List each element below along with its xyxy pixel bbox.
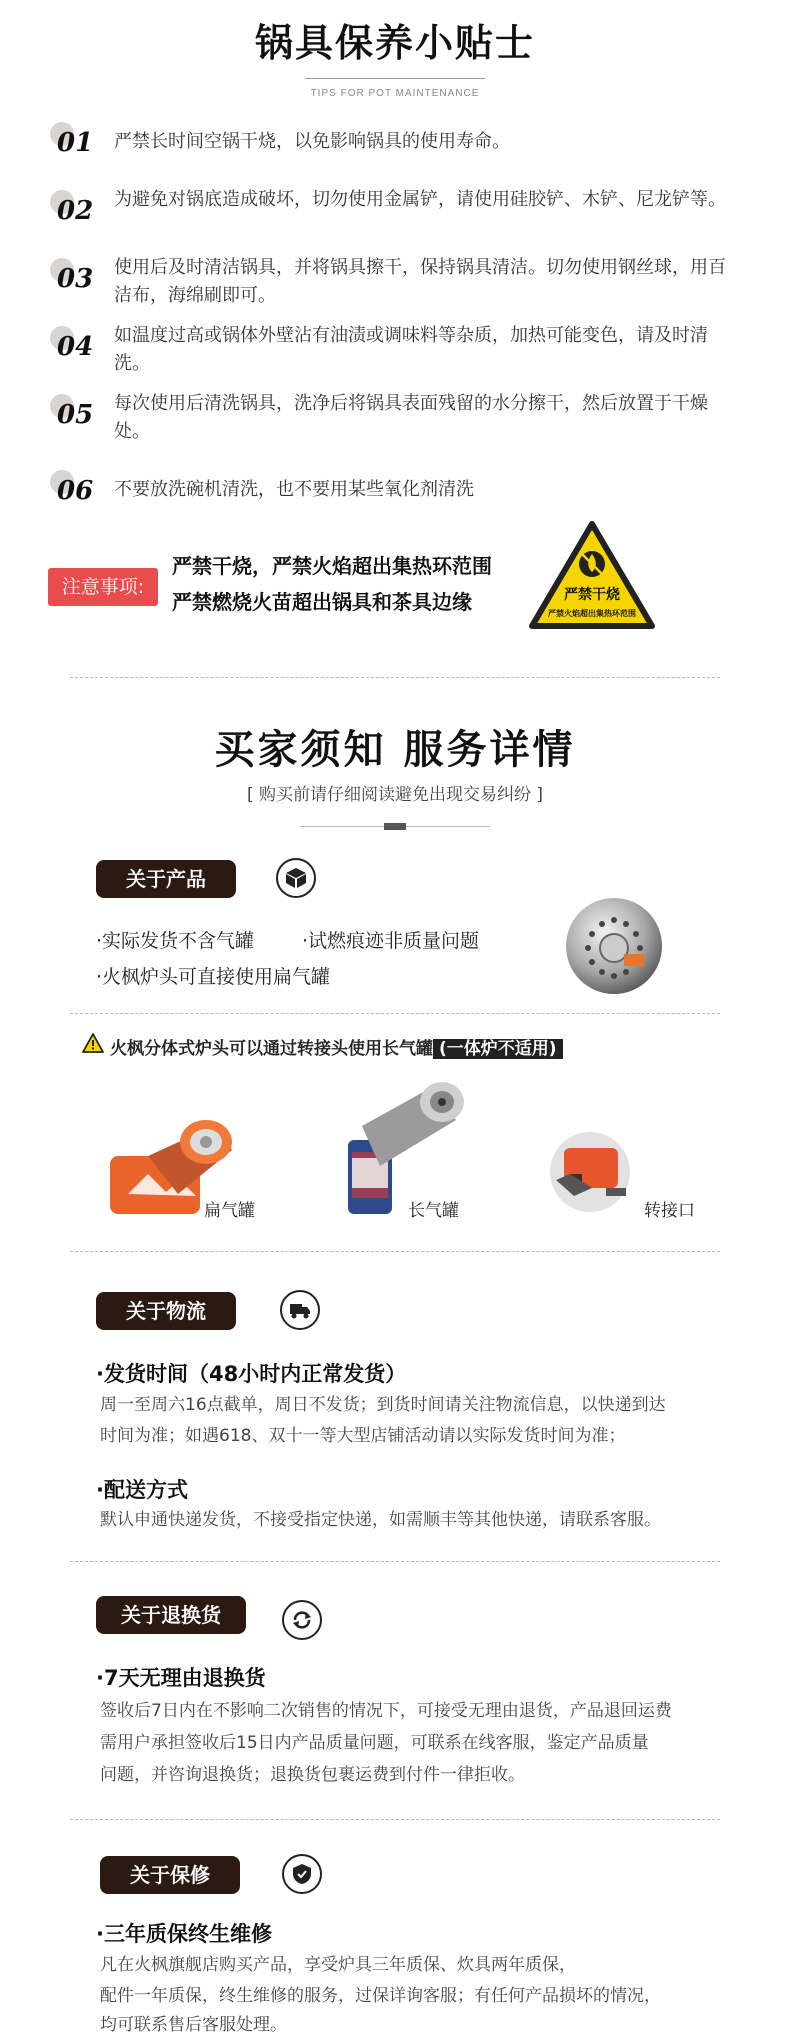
tip-item <box>50 122 750 166</box>
tip-number-badge: 06 <box>50 470 110 514</box>
buyer-notice-subtitle: [ 购买前请仔细阅读避免出现交易纠纷 ] <box>246 785 544 805</box>
badge-about-product: 关于产品 <box>96 860 236 898</box>
shipping-time-text: 时间为准；如遇618、双十一等大型店铺活动请以实际发货时间为准； <box>100 1426 626 1446</box>
shield-icon <box>282 1854 322 1894</box>
caption-flat-canister: 扁气罐 <box>204 1201 255 1221</box>
tip-number-badge: 04 <box>50 326 110 370</box>
buyer-notice-title: 买家须知 服务详情 <box>214 727 576 773</box>
section-divider <box>70 1251 720 1252</box>
product-note: ·火枫炉头可直接使用扁气罐 <box>96 966 331 988</box>
tank-adapter-note: 火枫分体式炉头可以通过转接头使用长气罐 (一体炉不适用) <box>110 1034 563 1059</box>
warranty-text: 凡在火枫旗舰店购买产品，享受炉具三年质保、炊具两年质保， <box>100 1955 576 1975</box>
badge-about-warranty: 关于保修 <box>100 1856 240 1894</box>
title-underline <box>305 78 485 79</box>
subtitle-separator-mark <box>384 823 406 830</box>
warning-sign-title: 严禁干烧 <box>564 587 620 603</box>
return-policy-text: 签收后7日内在不影响二次销售的情况下，可接受无理由退货，产品退回运费 <box>100 1701 672 1721</box>
badge-about-logistics: 关于物流 <box>96 1292 236 1330</box>
delivery-method-heading: ·配送方式 <box>96 1478 188 1502</box>
section-divider <box>70 677 720 678</box>
stove-burner-image <box>562 894 666 998</box>
tip-item <box>50 394 750 454</box>
shipping-time-heading: ·发货时间（48小时内正常发货） <box>96 1362 407 1386</box>
warranty-heading: ·三年质保终生维修 <box>96 1922 272 1946</box>
warning-triangle-icon <box>82 1033 104 1057</box>
tip-number-badge: 01 <box>50 122 110 166</box>
warning-sign-subtitle: 严禁火焰超出集热环范围 <box>548 609 636 618</box>
caption-long-canister: 长气罐 <box>408 1201 459 1221</box>
tip-number-badge: 02 <box>50 190 110 234</box>
product-note: ·试燃痕迹非质量问题 <box>302 930 480 952</box>
tip-text: 如温度过高或锅体外壁沾有油渍或调味料等杂质，加热可能变色，请及时清洗。 <box>114 325 708 374</box>
section-divider <box>70 1013 720 1014</box>
caption-adapter: 转接口 <box>644 1201 695 1221</box>
tip-number-badge: 05 <box>50 394 110 438</box>
delivery-method-text: 默认申通快递发货，不接受指定快递，如需顺丰等其他快递，请联系客服。 <box>100 1510 661 1530</box>
return-policy-text: 问题，并咨询退换货；退换货包裹运费到付件一律拒收。 <box>100 1765 525 1785</box>
return-exchange-icon <box>282 1600 322 1640</box>
tip-text: 不要放洗碗机清洗，也不要用某些氧化剂清洗 <box>114 479 474 500</box>
section-divider <box>70 1819 720 1820</box>
return-policy-text: 需用户承担签收后15日内产品质量问题，可联系在线客服，鉴定产品质量 <box>100 1733 649 1753</box>
page-subtitle: TIPS FOR POT MAINTENANCE <box>310 88 480 99</box>
tip-item <box>50 470 750 514</box>
return-policy-heading: ·7天无理由退换货 <box>96 1666 266 1690</box>
notice-badge: 注意事项: <box>48 568 158 606</box>
tip-text: 严禁长时间空锅干烧，以免影响锅具的使用寿命。 <box>114 131 510 152</box>
tip-item <box>50 258 750 318</box>
tip-item <box>50 190 750 250</box>
adapter-image <box>548 1130 632 1214</box>
badge-about-returns: 关于退换货 <box>96 1596 246 1634</box>
notice-line: 严禁燃烧火苗超出锅具和茶具边缘 <box>172 590 472 614</box>
section-divider <box>70 1561 720 1562</box>
tip-item <box>50 326 750 386</box>
page-title: 锅具保养小贴士 <box>254 21 535 65</box>
product-note: ·实际发货不含气罐 <box>96 930 255 952</box>
not-applicable-highlight: (一体炉不适用) <box>433 1039 563 1059</box>
truck-icon <box>280 1290 320 1330</box>
notice-line: 严禁干烧，严禁火焰超出集热环范围 <box>172 554 492 578</box>
tip-text: 每次使用后清洗锅具，洗净后将锅具表面残留的水分擦干，然后放置于干燥处。 <box>114 393 708 442</box>
warranty-text: 均可联系售后客服处理。 <box>100 2015 287 2035</box>
warranty-text: 配件一年质保，终生维修的服务，过保详询客服；有任何产品损坏的情况， <box>100 1986 661 2006</box>
tip-number-badge: 03 <box>50 258 110 302</box>
no-dry-burn-warning-sign <box>528 520 656 632</box>
box-icon <box>276 858 316 898</box>
tip-text: 使用后及时清洁锅具，并将锅具擦干，保持锅具清洁。切勿使用钢丝球，用百洁布，海绵刷即可。 <box>114 257 726 306</box>
shipping-time-text: 周一至周六16点截单，周日不发货；到货时间请关注物流信息，以快递到达 <box>100 1395 666 1415</box>
tip-text: 为避免对锅底造成破坏，切勿使用金属铲，请使用硅胶铲、木铲、尼龙铲等。 <box>114 189 726 210</box>
